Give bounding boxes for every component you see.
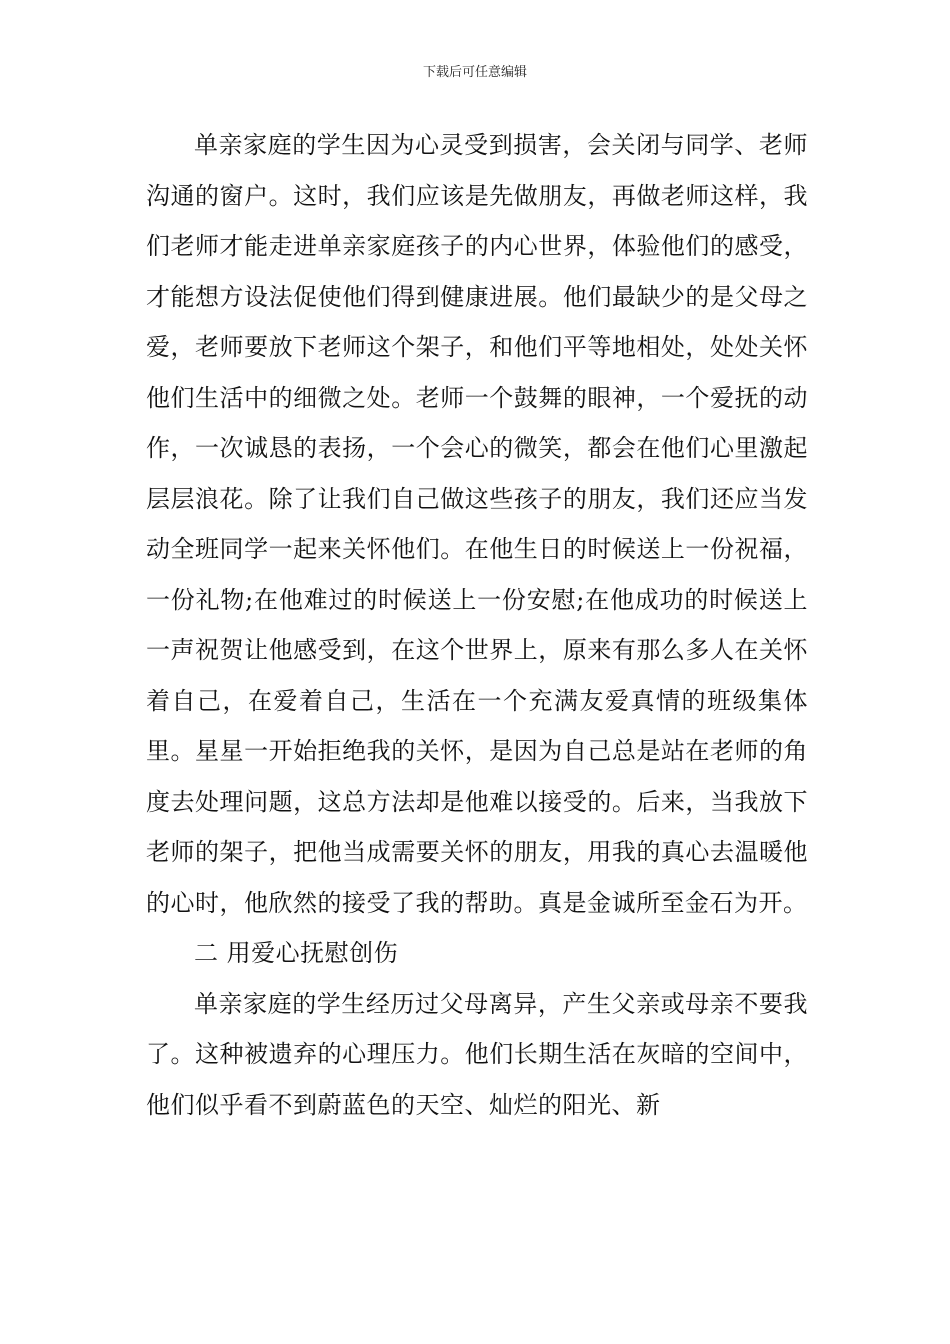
paragraph: 单亲家庭的学生因为心灵受到损害，会关闭与同学、老师沟通的窗户。这时，我们应该是先做朋友，再做老师这样，我们老师才能走进单亲家庭孩子的内心世界，体验他们的感受，才能想方设法促使他们得到健康进展。他们最缺少的是父母之爱，老师要放下老师这个架子，和他们平等地相处，处处关怀他们生活中的细微之处。老师一个鼓舞的眼神，一个爱抚的动作，一次诚恳的表扬，一个会心的微笑，都会在他们心里激起层层浪花。除了让我们自己做这些孩子的朋友，我们还应当发动全班同学一起来关怀他们。在他生日的时候送上一份祝福，一份礼物;在他难过的时候送上一份安慰;在他成功的时候送上一声祝贺让他感受到，在这个世界上，原来有那么多人在关怀着自己，在爱着自己，生活在一个充满友爱真情的班级集体里。星星一开始拒绝我的关怀，是因为自己总是站在老师的角度去处理问题，这总方法却是他难以接受的。后来，当我放下老师的架子，把他当成需要关怀的朋友，用我的真心去温暖他的心时，他欣然的接受了我的帮助。真是金诚所至金石为开。	[146, 131, 808, 917]
section-heading: 二 用爱心抚慰创伤	[194, 939, 399, 967]
paragraph: 单亲家庭的学生经历过父母离异，产生父亲或母亲不要我了。这种被遗弃的心理压力。他们长期生活在灰暗的空间中，他们似乎看不到蔚蓝色的天空、灿烂的阳光、新	[146, 989, 808, 1119]
page-header: 下载后可任意编辑	[422, 65, 527, 80]
document-body	[146, 120, 808, 1130]
